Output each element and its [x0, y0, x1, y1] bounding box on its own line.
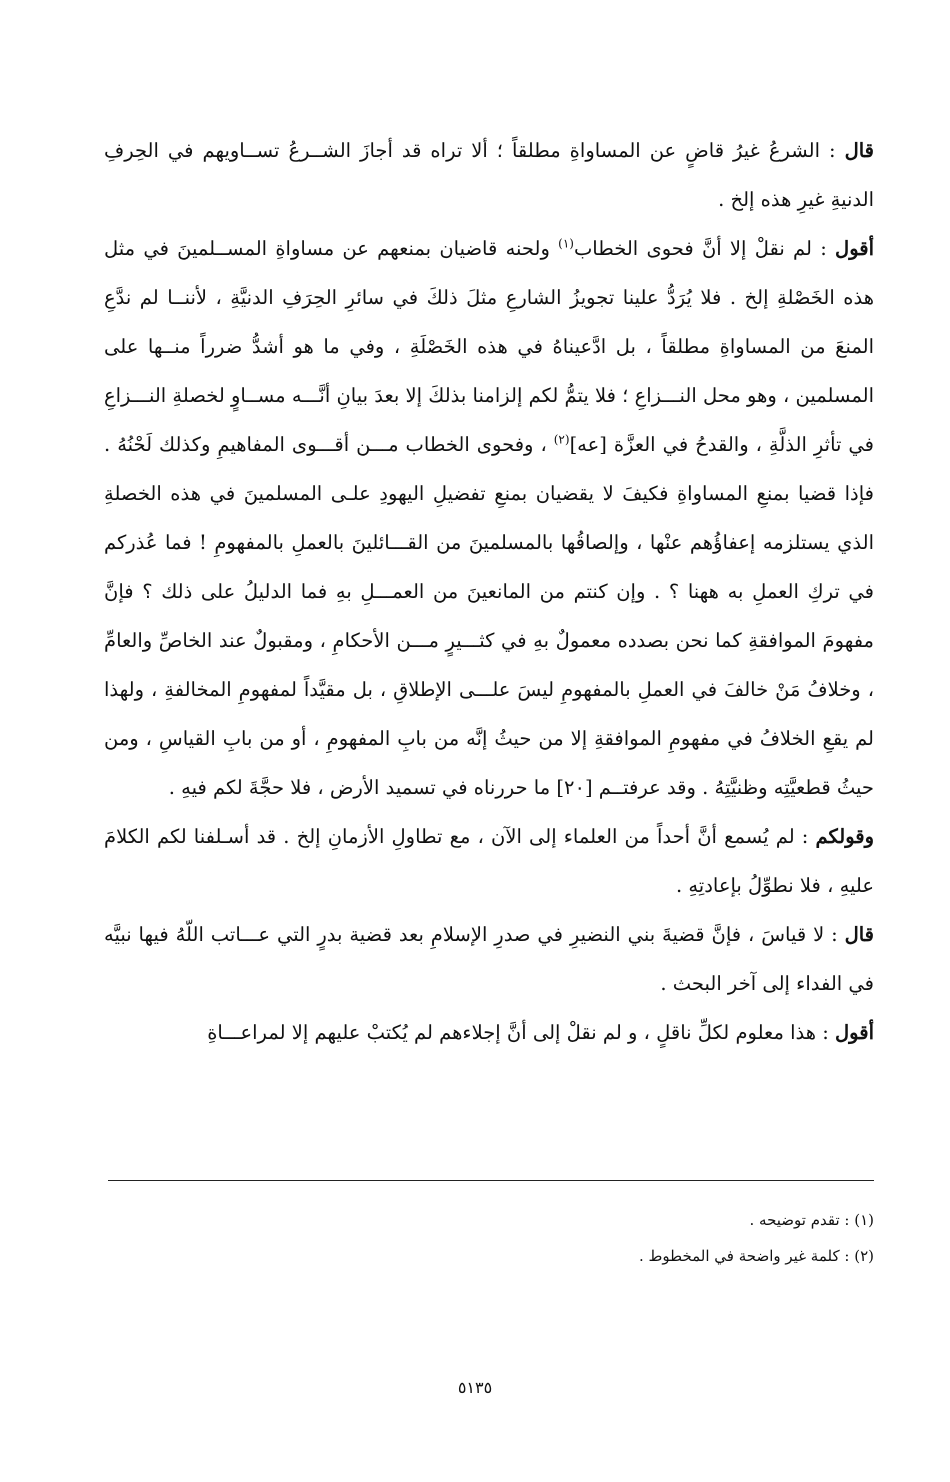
footnote-2: (٢) : كلمة غير واضحة في المخطوط . [638, 1247, 874, 1265]
page-number: ٥١٣٥ [457, 1378, 493, 1397]
main-text [104, 126, 874, 1057]
paragraph-text: : لا قياسَ ، فإنَّ قضيةَ بني النضيرِ في صدرِ الإسلامِ بعد قضية بدرٍ التي عـــاتب اللّهُ فيها نبيَّه في الفداء إلى آخر البحث . [104, 923, 874, 995]
speaker-label: أقول [835, 1021, 874, 1044]
paragraph-text: : الشرعُ غيرُ قاضٍ عن المساواةِ مطلقاً ؛ ألا تراه قد أجازَ الشــرعُ تســاويهم في الحِرفِ الدنيةِ غيرِ هذه إلخ . [104, 139, 874, 211]
paragraph-qal-2 [104, 910, 874, 1008]
paragraph-text: ، وفحوى الخطاب مـــن أقـــوى المفاهيمِ وكذلك لَحْنُهُ . فإذا قضيا بمنعِ المساواةِ فكيفَ لا يقضيان بمنعِ تفضيلِ اليهودِ علـى المسلمينَ في هذه الخصلةِ الذي يستلزمه إعفاؤُهم عنْها ، وإلصاقُها بالمسلمينَ من القـــائلينَ بالعملِ بالمفهومِ ! فما عُذركم في تركِ العملِ به ههنا ؟ . وإن كنتم من المانعينَ من العمـــلِ بهِ فما الدليلُ على ذلك ؟ فإنَّ مفهومَ الموافقةِ كما نحن بصدده معمولٌ بهِ في كثـــيرٍ مـــن الأحكامِ ، ومقبولٌ عند الخاصِّ والعامِّ ، وخلافُ مَنْ خالفَ في العملِ بالمفهومِ ليسَ علـــى الإطلاقِ ، بل مقيَّداً لمفهومِ المخالفةِ ، ولهذا لم يقعِ الخلافُ في مفهومِ الموافقةِ إلا من حيثُ إنَّه من بابِ المفهومِ ، أو من بابِ القياسِ ، ومن حيثُ قطعيَّتِه وظنيَّتِهُ . وقد عرفتــم [٢٠] ما حررناه في تسميد الأرض ، فلا حجَّةَ لكم فيهِ . [104, 433, 875, 799]
footnote-1: (١) : تقدم توضيحه . [749, 1211, 874, 1229]
paragraph-aqul-1 [104, 224, 874, 812]
paragraph-aqul-2 [104, 1008, 874, 1057]
paragraph-text: ولحنه قاضيان بمنعهم عن مساواةِ المســلمينَ في مثل هذه الخَصْلةِ إلخ . فلا يُرَدُّ علينا تجويزُ الشارعِ مثلَ ذلكَ في سائرِ الحِرَفِ الدنيَّةِ ، لأننــا لم ندَّعِ المنعَ من المساواةِ مطلقاً ، بل ادَّعيناهُ في هذه الخَصْلَةِ ، وفي ما هو أشدُّ ضرراً منــها على المسلمين ، وهو محل النـــزاعِ ؛ فلا يتمُّ لكم إلزامنا بذلكَ إلا بعدَ بيانِ أنَّـــه مســاوٍ لخصلةِ النـــزاعِ في تأثرِ الذلَّةِ ، والقدحُ في العزَّة [عه] [104, 237, 875, 456]
footnote-divider [108, 1180, 874, 1181]
paragraph-text: : هذا معلوم لكلِّ ناقلٍ ، و لم نقلْ إلى أنَّ إجلاءهم لم يُكتبْ عليهم إلا لمراعـــاةِ [207, 1021, 836, 1044]
footnotes [104, 1202, 874, 1274]
footnote-ref-1: (١) [558, 236, 574, 251]
footnote-ref-2: (٢) [553, 432, 570, 447]
paragraph-text: : لم نقلْ إلا أنَّ فحوى الخطاب [573, 237, 836, 260]
speaker-label: قال [844, 139, 874, 162]
speaker-label: وقولكم [815, 825, 874, 848]
paragraph-qawlukum [104, 812, 874, 910]
speaker-label: قال [844, 923, 874, 946]
speaker-label: أقول [835, 237, 875, 260]
paragraph-qal-1 [104, 126, 874, 224]
paragraph-text: : لم يُسمع أنَّ أحداً من العلماء إلى الآن ، مع تطاولِ الأزمانِ إلخ . قد أسـلفنا لكم الكلامَ عليهِ ، فلا نطوِّلُ بإعادتِهِ . [104, 825, 874, 897]
